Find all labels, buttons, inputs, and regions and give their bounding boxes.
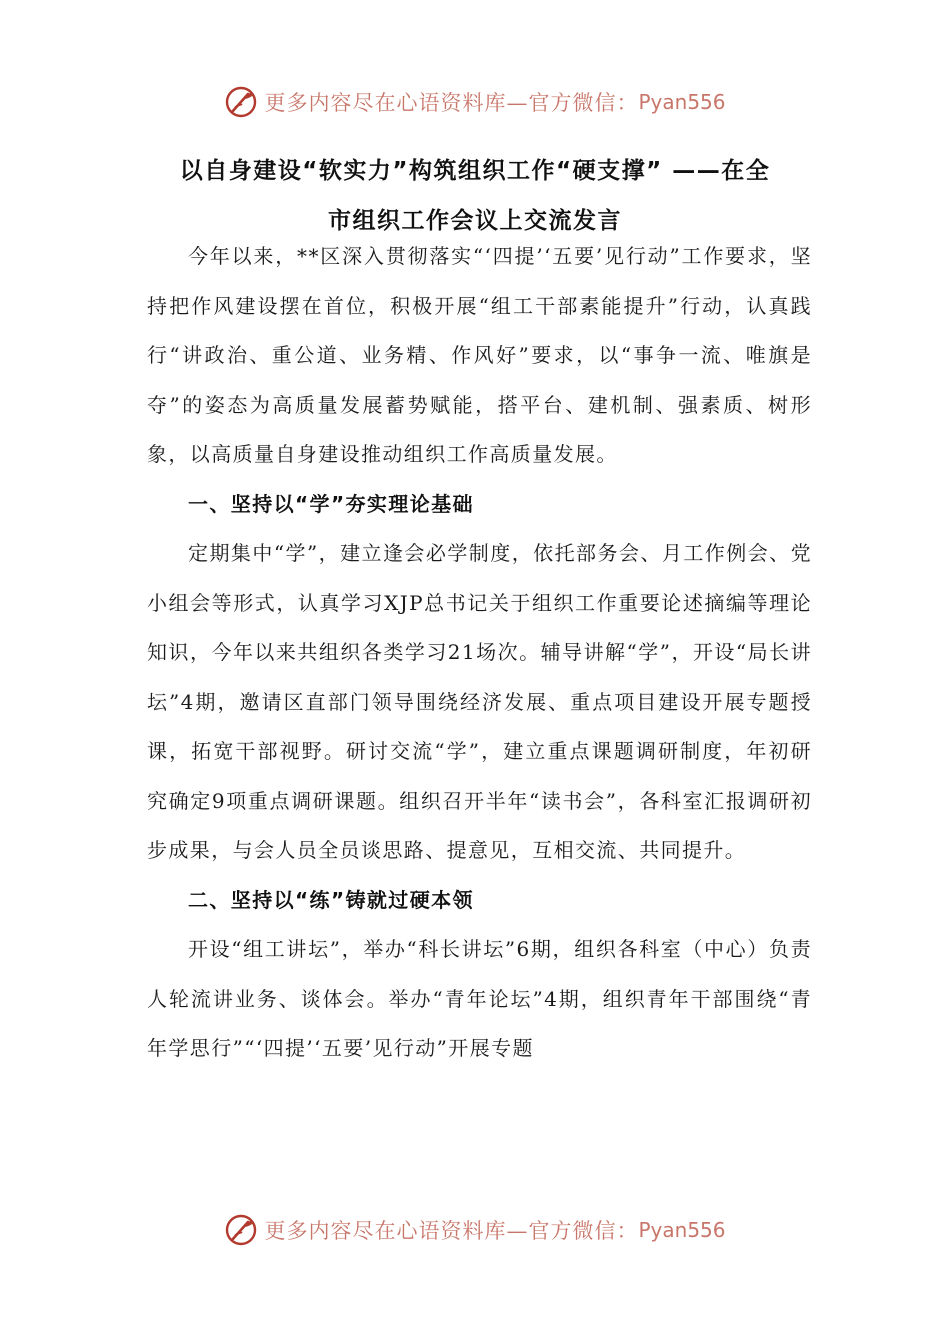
watermark-text: 更多内容尽在心语资料库—官方微信： bbox=[264, 91, 639, 115]
watermark-text: 更多内容尽在心语资料库—官方微信： bbox=[264, 1219, 639, 1243]
quill-logo-icon bbox=[224, 85, 258, 119]
section-paragraph: 定期集中“学”，建立逢会必学制度，依托部务会、月工作例会、党小组会等形式，认真学习XJP总书记关于组织工作重要论述摘编等理论知识，今年以来共组织各类学习21场次。辅导讲解“学”，开设“局长讲坛”4期，邀请区直部门领导围绕经济发展、重点项目建设开展专题授课，拓宽干部视野。研讨交流“学”，建立重点课题调研制度，年初研究确定9项重点调研课题。组织召开半年“读书会”，各科室汇报调研初步成果，与会人员全员谈思路、提意见，互相交流、共同提升。 bbox=[147, 541, 812, 862]
document-title-line-1: 以自身建设“软实力”构筑组织工作“硬支撑” ——在全 bbox=[179, 158, 771, 184]
quill-logo-icon bbox=[224, 1213, 258, 1247]
watermark-banner-top bbox=[0, 80, 950, 124]
intro-paragraph: 今年以来，**区深入贯彻落实“‘四提’‘五要’见行动”工作要求，坚持把作风建设摆在首位，积极开展“组工干部素能提升”行动，认真践行“讲政治、重公道、业务精、作风好”要求，以“事争一流、唯旗是夺”的姿态为高质量发展蓄势赋能，搭平台、建机制、强素质、树形象，以高质量自身建设推动组织工作高质量发展。 bbox=[147, 244, 812, 466]
section-heading: 二、坚持以“练”铸就过硬本领 bbox=[188, 887, 474, 912]
section-heading: 一、坚持以“学”夯实理论基础 bbox=[188, 491, 474, 516]
watermark-wechat-id: Pyan556 bbox=[638, 1218, 726, 1242]
watermark-banner-bottom bbox=[0, 1208, 950, 1252]
section-paragraph: 开设“组工讲坛”，举办“科长讲坛”6期，组织各科室（中心）负责人轮流讲业务、谈体会。举办“青年论坛”4期，组织青年干部围绕“青年学思行”“‘四提’‘五要’见行动”开展专题 bbox=[147, 937, 812, 1060]
document-title-line-2: 市组织工作会议上交流发言 bbox=[328, 208, 622, 234]
watermark-wechat-id: Pyan556 bbox=[638, 90, 726, 114]
document-body bbox=[147, 232, 812, 1074]
